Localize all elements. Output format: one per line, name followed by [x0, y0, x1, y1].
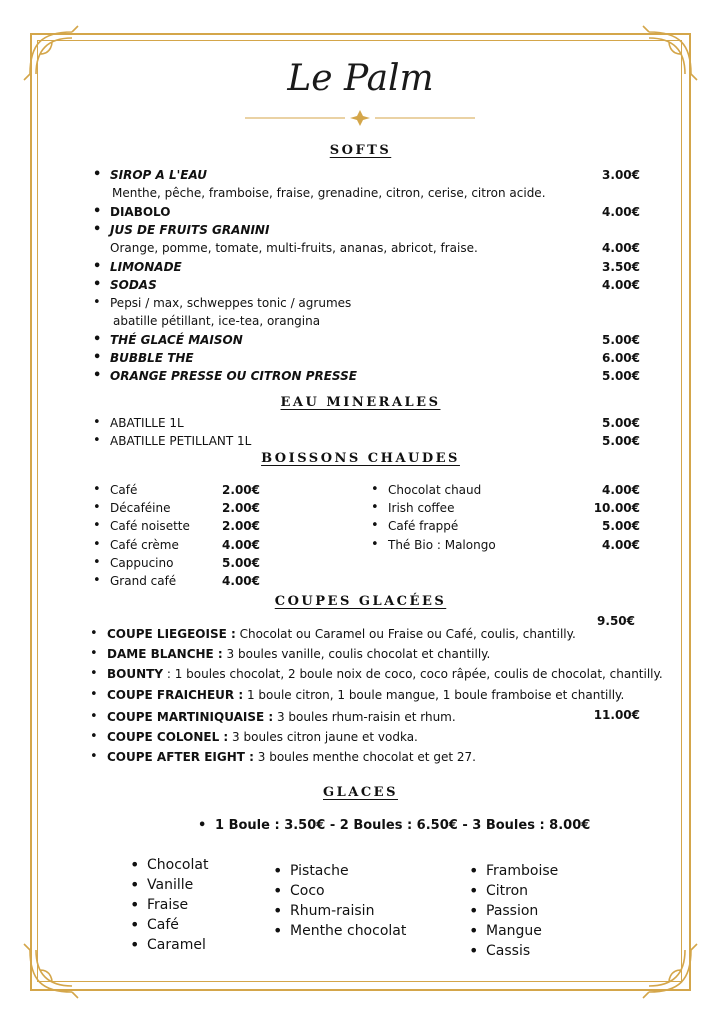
- item-description: 3 boules menthe chocolat et get 27.: [253, 750, 476, 764]
- menu-item: • Café noisette: [110, 518, 190, 534]
- item-price: 4.00€: [602, 483, 640, 497]
- item-price: 5.00€: [602, 416, 640, 430]
- menu-item: [107, 749, 476, 765]
- item-detail: Orange, pomme, tomate, multi-fruits, ananas, abricot, fraise.: [110, 241, 478, 255]
- menu-item: • SIROP A L'EAU: [110, 167, 207, 183]
- item-price: 11.00€: [593, 708, 640, 722]
- item-detail: abatille pétillant, ice-tea, orangina: [113, 314, 321, 328]
- item-description: 3 boules citron jaune et vodka.: [228, 730, 418, 744]
- item-name: COUPE MARTINIQUAISE :: [107, 710, 274, 724]
- item-description: : 1 boules chocolat, 2 boule noix de coco, coco râpée, coulis de chocolat, chantilly.: [163, 667, 663, 681]
- section-heading-eau: EAU MINERALES: [280, 395, 441, 410]
- item-price: 2.00€: [222, 483, 260, 497]
- item-price: 5.00€: [222, 556, 260, 570]
- section-heading-coupes: COUPES GLACÉES: [274, 594, 447, 609]
- item-price: 6.00€: [602, 351, 640, 365]
- item-price: 5.00€: [602, 434, 640, 448]
- item-detail: • Pepsi / max, schweppes tonic / agrumes: [110, 295, 351, 311]
- menu-item: [107, 626, 576, 642]
- flavor-item: • Citron: [486, 881, 528, 901]
- flavor-item: • Vanille: [147, 875, 193, 895]
- menu-item: • Thé Bio : Malongo: [388, 537, 496, 553]
- item-name: COUPE LIEGEOISE :: [107, 627, 236, 641]
- item-price: 4.00€: [602, 205, 640, 219]
- menu-item: • LIMONADE: [110, 259, 182, 275]
- item-name: COUPE AFTER EIGHT :: [107, 750, 254, 764]
- flavor-item: • Fraise: [147, 895, 188, 915]
- menu-item: • ORANGE PRESSE OU CITRON PRESSE: [110, 368, 357, 384]
- menu-item: • Grand café: [110, 573, 176, 589]
- menu-item: [107, 687, 624, 703]
- item-price: 4.00€: [222, 538, 260, 552]
- menu-item: • ABATILLE PETILLANT 1L: [110, 433, 251, 449]
- item-description: 1 boule citron, 1 boule mangue, 1 boule framboise et chantilly.: [243, 688, 625, 702]
- item-price: 2.00€: [222, 501, 260, 515]
- item-name: COUPE FRAICHEUR :: [107, 688, 244, 702]
- flavor-item: • Menthe chocolat: [290, 921, 406, 941]
- item-price: 4.00€: [602, 538, 640, 552]
- ornament-bottom-right-icon: [641, 942, 699, 1000]
- star-divider-icon: [245, 110, 475, 126]
- glaces-prices: • 1 Boule : 3.50€ - 2 Boules : 6.50€ - 3 Boules : 8.00€: [215, 818, 590, 834]
- item-price: 3.00€: [602, 168, 640, 182]
- item-price: 4.00€: [602, 278, 640, 292]
- item-name: DAME BLANCHE :: [107, 647, 223, 661]
- flavor-item: • Mangue: [486, 921, 542, 941]
- menu-item: • Café frappé: [388, 518, 458, 534]
- item-price: 5.00€: [602, 369, 640, 383]
- ornament-bottom-left-icon: [22, 942, 80, 1000]
- flavor-item: • Café: [147, 915, 179, 935]
- item-name: COUPE COLONEL :: [107, 730, 229, 744]
- menu-item: • THÉ GLACÉ MAISON: [110, 332, 243, 348]
- item-price: 5.00€: [602, 333, 640, 347]
- menu-item: [107, 709, 456, 725]
- item-price: 4.00€: [222, 574, 260, 588]
- menu-item: • Café crème: [110, 537, 179, 553]
- flavor-item: • Framboise: [486, 861, 558, 881]
- item-description: Chocolat ou Caramel ou Fraise ou Café, coulis, chantilly.: [235, 627, 576, 641]
- menu-item: [107, 666, 663, 682]
- item-price: 9.50€: [597, 614, 635, 628]
- item-price: 3.50€: [602, 260, 640, 274]
- flavor-item: • Chocolat: [147, 855, 208, 875]
- item-description: 3 boules vanille, coulis chocolat et chantilly.: [222, 647, 491, 661]
- item-price: 5.00€: [602, 519, 640, 533]
- flavor-item: • Caramel: [147, 935, 206, 955]
- menu-item: • Chocolat chaud: [388, 482, 481, 498]
- menu-item: • JUS DE FRUITS GRANINI: [110, 222, 269, 238]
- menu-item: • DIABOLO: [110, 204, 170, 220]
- page-title: Le Palm: [287, 58, 434, 99]
- menu-item: • Décaféine: [110, 500, 171, 516]
- item-detail: Menthe, pêche, framboise, fraise, grenadine, citron, cerise, citron acide.: [112, 186, 546, 200]
- section-heading-glaces: GLACES: [323, 785, 398, 800]
- item-description: 3 boules rhum-raisin et rhum.: [273, 710, 456, 724]
- item-price: 2.00€: [222, 519, 260, 533]
- flavor-item: • Passion: [486, 901, 538, 921]
- menu-item: • Irish coffee: [388, 500, 454, 516]
- flavor-item: • Cassis: [486, 941, 530, 961]
- menu-item: [107, 729, 418, 745]
- section-heading-chaudes: BOISSONS CHAUDES: [261, 451, 460, 466]
- item-price: 10.00€: [593, 501, 640, 515]
- menu-item: • Cappucino: [110, 555, 173, 571]
- menu-item: • ABATILLE 1L: [110, 415, 184, 431]
- menu-item: [107, 646, 490, 662]
- menu-item: • BUBBLE THE: [110, 350, 194, 366]
- flavor-item: • Pistache: [290, 861, 349, 881]
- item-name: BOUNTY: [107, 667, 164, 681]
- menu-item: • Café: [110, 482, 137, 498]
- flavor-item: • Coco: [290, 881, 325, 901]
- flavor-item: • Rhum-raisin: [290, 901, 374, 921]
- item-price: 4.00€: [602, 241, 640, 255]
- menu-item: • SODAS: [110, 277, 157, 293]
- section-heading-softs: SOFTS: [329, 143, 392, 158]
